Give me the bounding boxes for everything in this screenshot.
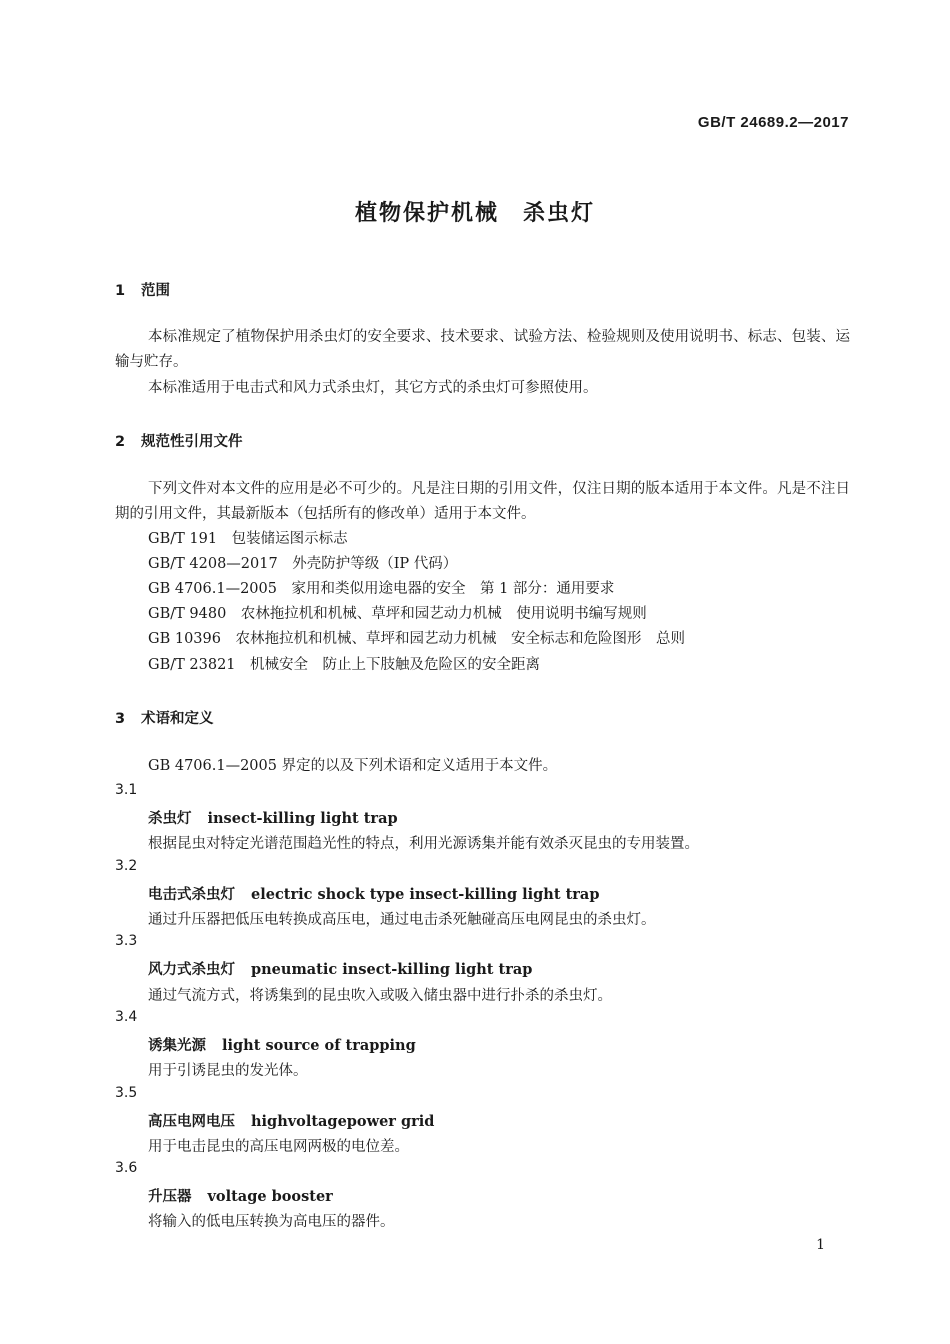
term-number: 3.6 — [115, 1160, 138, 1176]
reference-item: GB/T 191 包装储运图示标志 — [148, 531, 348, 547]
page-number: 1 — [816, 1237, 825, 1253]
term-heading — [148, 958, 532, 979]
term-name-en: voltage booster — [207, 1188, 333, 1205]
term-name-en: insect-killing light trap — [207, 810, 398, 827]
term-definition: 用于电击昆虫的高压电网两极的电位差。 — [148, 1139, 409, 1155]
terms-intro-paragraph: GB 4706.1—2005 界定的以及下列术语和定义适用于本文件。 — [148, 758, 558, 774]
section-1-heading — [115, 279, 170, 300]
term-heading — [148, 1185, 333, 1206]
term-name-zh: 诱集光源 — [148, 1038, 206, 1054]
section-number: 2 — [115, 434, 126, 450]
term-name-zh: 风力式杀虫灯 — [148, 962, 235, 978]
section-number: 3 — [115, 711, 126, 727]
document-title: 植物保护机械 杀虫灯 — [354, 201, 595, 226]
term-name-zh: 电击式杀虫灯 — [148, 887, 235, 903]
normative-paragraph: 下列文件对本文件的应用是必不可少的。凡是注日期的引用文件，仅注日期的版本适用于本文件。凡是不注日期的引用文件，其最新版本（包括所有的修改单）适用于本文件。 — [115, 481, 850, 522]
term-number: 3.1 — [115, 782, 138, 798]
reference-item: GB/T 23821 机械安全 防止上下肢触及危险区的安全距离 — [148, 657, 541, 673]
term-name-en: electric shock type insect-killing light trap — [251, 886, 600, 903]
reference-item: GB 4706.1—2005 家用和类似用途电器的安全 第 1 部分：通用要求 — [148, 581, 615, 597]
term-heading — [148, 1034, 416, 1055]
section-title: 规范性引用文件 — [141, 434, 243, 450]
term-heading — [148, 1110, 434, 1131]
term-definition: 通过气流方式，将诱集到的昆虫吹入或吸入储虫器中进行扑杀的杀虫灯。 — [148, 988, 612, 1004]
term-name-zh: 杀虫灯 — [148, 811, 192, 827]
reference-item: GB 10396 农林拖拉机和机械、草坪和园艺动力机械 安全标志和危险图形 总则 — [148, 631, 685, 647]
standard-number: GB/T 24689.2—2017 — [697, 114, 849, 131]
section-3-heading — [115, 707, 214, 728]
term-name-en: highvoltagepower grid — [251, 1113, 435, 1130]
section-title: 范围 — [141, 283, 170, 299]
scope-paragraph-2: 本标准适用于电击式和风力式杀虫灯，其它方式的杀虫灯可参照使用。 — [148, 380, 598, 396]
scope-paragraph-1: 本标准规定了植物保护用杀虫灯的安全要求、技术要求、试验方法、检验规则及使用说明书、标志、包装、运输与贮存。 — [115, 329, 850, 370]
term-number: 3.2 — [115, 858, 138, 874]
term-definition: 将输入的低电压转换为高电压的器件。 — [148, 1214, 395, 1230]
section-number: 1 — [115, 283, 126, 299]
term-definition: 通过升压器把低压电转换成高压电，通过电击杀死触碰高压电网昆虫的杀虫灯。 — [148, 912, 656, 928]
term-name-en: pneumatic insect-killing light trap — [251, 961, 533, 978]
term-number: 3.3 — [115, 933, 138, 949]
reference-item: GB/T 4208—2017 外壳防护等级（IP 代码） — [148, 556, 458, 572]
term-definition: 根据昆虫对特定光谱范围趋光性的特点，利用光源诱集并能有效杀灭昆虫的专用装置。 — [148, 836, 699, 852]
term-number: 3.5 — [115, 1085, 138, 1101]
term-number: 3.4 — [115, 1009, 138, 1025]
term-name-zh: 升压器 — [148, 1189, 192, 1205]
term-name-zh: 高压电网电压 — [148, 1114, 235, 1130]
reference-item: GB/T 9480 农林拖拉机和机械、草坪和园艺动力机械 使用说明书编写规则 — [148, 606, 647, 622]
section-title: 术语和定义 — [141, 711, 214, 727]
term-heading — [148, 807, 398, 828]
term-name-en: light source of trapping — [222, 1037, 416, 1054]
section-2-heading — [115, 430, 243, 451]
term-definition: 用于引诱昆虫的发光体。 — [148, 1063, 308, 1079]
term-heading — [148, 883, 599, 904]
